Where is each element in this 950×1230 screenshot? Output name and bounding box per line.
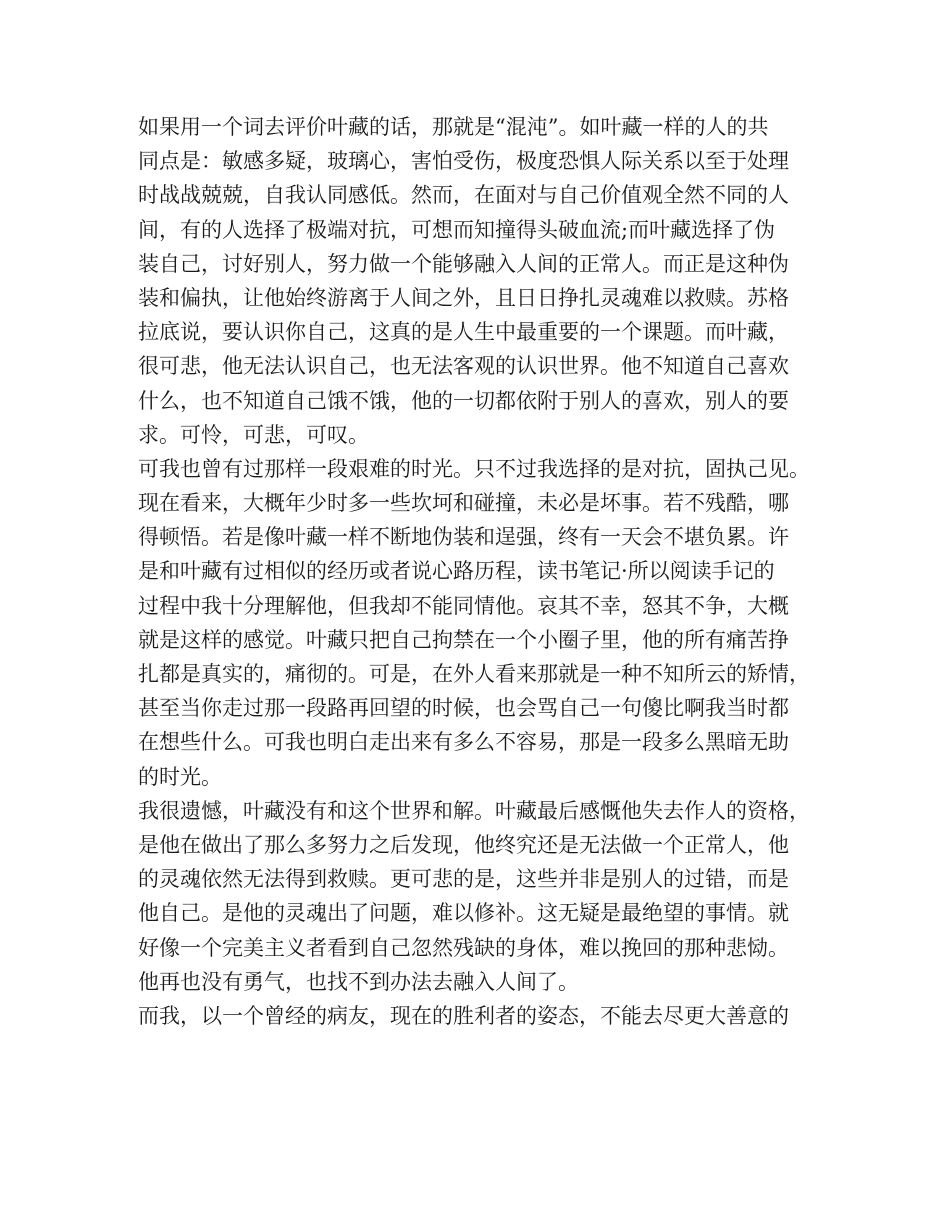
text-line: 而我，以一个曾经的病友，现在的胜利者的姿态，不能去尽更大善意的 [138, 1003, 789, 1028]
text-line: 同点是：敏感多疑，玻璃心，害怕受伤，极度恐惧人际关系以至于处理 [138, 149, 789, 174]
text-line: 过程中我十分理解他，但我却不能同情他。哀其不幸，怒其不争，大概 [138, 593, 789, 618]
text-line: 他自己。是他的灵魂出了问题，难以修补。这无疑是最绝望的事情。就 [138, 901, 789, 926]
text-line: 拉底说，要认识你自己，这真的是人生中最重要的一个课题。而叶藏， [138, 320, 789, 345]
text-line: 什么，也不知道自己饿不饿，他的一切都依附于别人的喜欢，别人的要 [138, 388, 789, 413]
text-line: 的时光。 [138, 764, 222, 789]
text-line: 间，有的人选择了极端对抗，可想而知撞得头破血流;而叶藏选择了伪 [138, 217, 776, 242]
text-line: 是和叶藏有过相似的经历或者说心路历程，读书笔记·所以阅读手记的 [138, 559, 775, 584]
text-line: 求。可怜，可悲，可叹。 [138, 422, 369, 447]
text-line: 的灵魂依然无法得到救赎。更可悲的是，这些并非是别人的过错，而是 [138, 867, 789, 892]
text-line: 现在看来，大概年少时多一些坎坷和碰撞，未必是坏事。若不残酷，哪 [138, 491, 789, 516]
text-line: 我很遗憾，叶藏没有和这个世界和解。叶藏最后感慨他失去作人的资格， [138, 798, 810, 823]
text-line: 装自己，讨好别人，努力做一个能够融入人间的正常人。而正是这种伪 [138, 251, 789, 276]
text-line: 可我也曾有过那样一段艰难的时光。只不过我选择的是对抗，固执己见。 [138, 456, 810, 481]
text-line: 好像一个完美主义者看到自己忽然残缺的身体，难以挽回的那种悲恸。 [138, 935, 789, 960]
text-line: 就是这样的感觉。叶藏只把自己拘禁在一个小圈子里，他的所有痛苦挣 [138, 627, 789, 652]
text-line: 在想些什么。可我也明白走出来有多么不容易，那是一段多么黑暗无助 [138, 730, 789, 755]
text-line: 得顿悟。若是像叶藏一样不断地伪装和逞强，终有一天会不堪负累。许 [138, 525, 789, 550]
text-line: 时战战兢兢，自我认同感低。然而，在面对与自己价值观全然不同的人 [138, 183, 789, 208]
text-line: 如果用一个词去评价叶藏的话，那就是“混沌”。如叶藏一样的人的共 [138, 115, 769, 139]
text-line: 装和偏执，让他始终游离于人间之外，且日日挣扎灵魂难以救赎。苏格 [138, 285, 789, 310]
text-line: 甚至当你走过那一段路再回望的时候，也会骂自己一句傻比啊我当时都 [138, 696, 789, 721]
text-line: 扎都是真实的，痛彻的。可是，在外人看来那就是一种不知所云的矫情， [138, 662, 810, 686]
text-line: 很可悲，他无法认识自己，也无法客观的认识世界。他不知道自己喜欢 [138, 354, 789, 379]
document-body [138, 110, 828, 1033]
text-line: 他再也没有勇气，也找不到办法去融入人间了。 [138, 969, 579, 994]
text-line: 是他在做出了那么多努力之后发现，他终究还是无法做一个正常人，他 [138, 832, 789, 857]
